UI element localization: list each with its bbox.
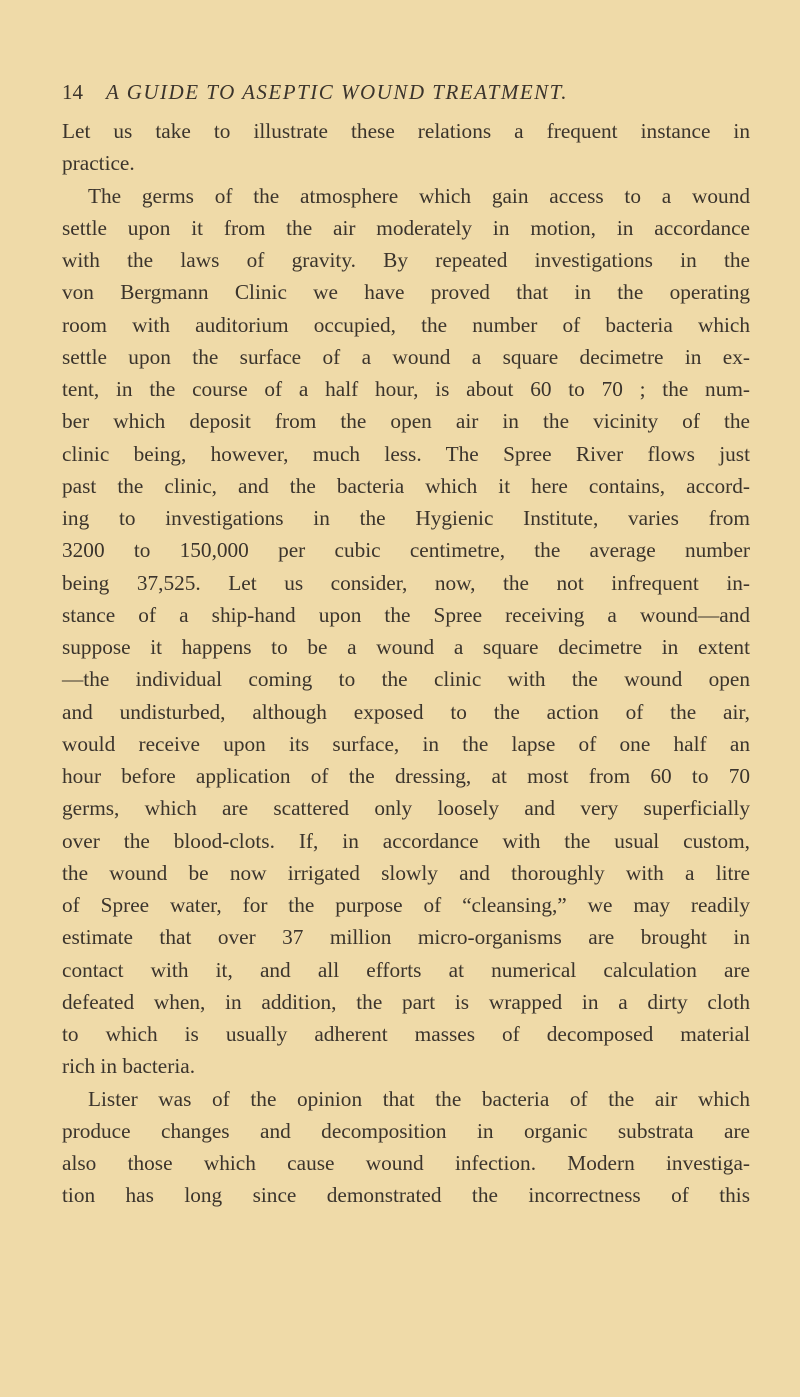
- text-line: with the laws of gravity. By repeated investigations in the: [62, 248, 750, 272]
- text-line: Let us take to illustrate these relations a frequent instance in: [62, 119, 750, 143]
- text-line: suppose it happens to be a wound a square decimetre in extent: [62, 635, 750, 659]
- text-line: Lister was of the opinion that the bacteria of the air which: [88, 1086, 750, 1111]
- text-line: tent, in the course of a half hour, is about 60 to 70 ; the num-: [62, 377, 750, 401]
- text-line: the wound be now irrigated slowly and thoroughly with a litre: [62, 860, 750, 885]
- text-line: hour before application of the dressing, at most from 60 to 70: [62, 764, 750, 788]
- text-line: being 37,525. Let us consider, now, the not infrequent in-: [62, 570, 750, 595]
- text-line: contact with it, and all efforts at numerical calculation are: [62, 957, 750, 982]
- text-line: tion has long since demonstrated the incorrectness of this: [62, 1183, 750, 1208]
- text-line: estimate that over 37 million micro-organisms are brought in: [62, 925, 750, 950]
- text-line: defeated when, in addition, the part is wrapped in a dirty cloth: [62, 989, 750, 1014]
- text-line: rich in bacteria.: [62, 1054, 196, 1079]
- text-line: of Spree water, for the purpose of “cleansing,” we may readily: [62, 893, 750, 917]
- text-line: —the individual coming to the clinic with the wound open: [62, 667, 750, 692]
- text-line: settle upon the surface of a wound a square decimetre in ex-: [62, 344, 750, 369]
- running-title: A GUIDE TO ASEPTIC WOUND TREATMENT.: [106, 80, 569, 104]
- text-line: to which is usually adherent masses of decomposed material: [62, 1022, 750, 1046]
- text-line: ber which deposit from the open air in the vicinity of the: [62, 409, 750, 434]
- text-line: settle upon it from the air moderately in motion, in accordance: [62, 215, 750, 240]
- text-line: practice.: [62, 151, 135, 176]
- text-line: room with auditorium occupied, the number of bacteria which: [62, 312, 750, 337]
- text-line: clinic being, however, much less. The Spree River flows just: [62, 441, 750, 466]
- text-line: produce changes and decomposition in organic substrata are: [62, 1118, 750, 1143]
- text-line: and undisturbed, although exposed to the action of the air,: [62, 699, 750, 724]
- text-line: ing to investigations in the Hygienic Institute, varies from: [62, 506, 750, 530]
- text-line: also those which cause wound infection. Modern investiga-: [62, 1151, 750, 1175]
- page-number: 14: [62, 80, 83, 104]
- running-header: [62, 80, 762, 105]
- text-line: stance of a ship-hand upon the Spree receiving a wound—and: [62, 602, 750, 627]
- text-line: von Bergmann Clinic we have proved that in the operating: [62, 280, 750, 305]
- text-line: would receive upon its surface, in the lapse of one half an: [62, 731, 750, 756]
- text-line: germs, which are scattered only loosely and very superficially: [62, 796, 750, 821]
- text-line: 3200 to 150,000 per cubic centimetre, the average number: [62, 538, 750, 563]
- text-line: past the clinic, and the bacteria which it here contains, accord-: [62, 473, 750, 498]
- page-body-text: [62, 115, 750, 1212]
- text-line: The germs of the atmosphere which gain access to a wound: [88, 183, 750, 208]
- text-line: over the blood-clots. If, in accordance with the usual custom,: [62, 828, 750, 853]
